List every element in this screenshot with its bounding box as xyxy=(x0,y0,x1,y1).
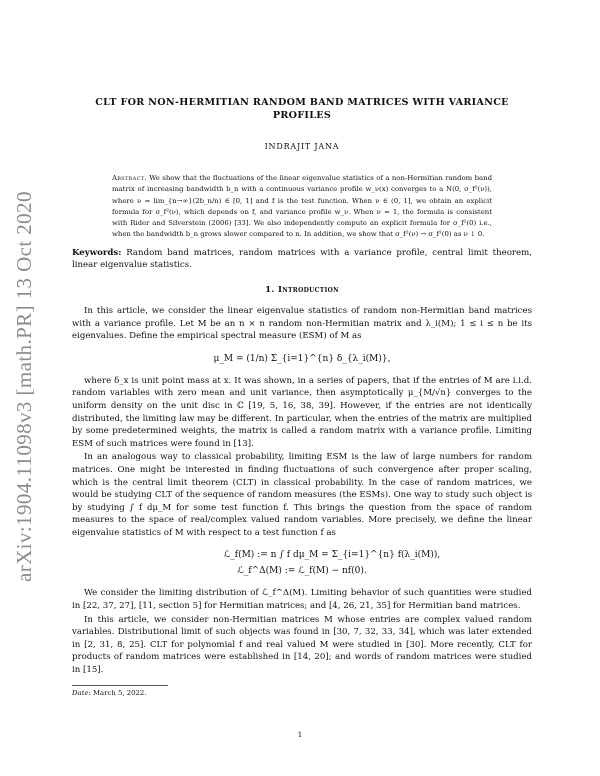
title-line-2: PROFILES xyxy=(272,110,332,121)
page-number: 1 xyxy=(297,730,303,739)
footnote-date xyxy=(72,689,532,697)
keywords xyxy=(72,247,532,272)
intro-paragraph-2: where δ_x is unit point mass at x. It was shown, in a series of papers, that if the entries of M are i.i.d. random variables with zero mean and unit variance, then asymptotically μ_{M/√n} converges to the uniform density on the unit disc in ℂ [19, 5, 16, 38, 39]. However, if the entries are not identically distributed, the limiting law may be different. In particular, when the entries of the matrix are multiplied by some predetermined weights, the matrix is called a random matrix with a variance profile. Limiting ESM of such matrices were found in [13]. xyxy=(72,375,532,449)
intro-paragraph-5: In this article, we consider non-Hermitian matrices M whose entries are complex valued random variables. Distributional limit of such objects was found in [30, 7, 32, 33, 34], which was later extended in [2, 31, 8, 25]. CLT for polynomial f and real valued M were studied in [30]. More recently, CLT for products of random matrices were established in [14, 20]; and words of random matrices were studied in [15]. xyxy=(72,614,532,676)
equation-esm xyxy=(72,351,532,367)
keywords-text: Random band matrices, random matrices with a variance profile, central limit theorem, linear eigenvalue statistics. xyxy=(72,247,532,271)
paper-page xyxy=(72,96,532,697)
equation-linear-statistics-line-1: ℒ_f(M) := n ∫ f dμ_M = Σ_{i=1}^{n} f(λ_i(M)), xyxy=(223,550,441,561)
equation-linear-statistics-line-2: ℒ_f^Δ(M) := ℒ_f(M) − nf(0). xyxy=(237,566,367,577)
footnote-rule xyxy=(72,685,168,686)
abstract-text: We show that the fluctuations of the linear eigenvalue statistics of a non-Hermitian random band matrix of increasing bandwidth b_n with a continuous variance profile w_ν(x) converges to a N(0, σ_f²(ν)), where ν = lim_{n→∞}(2b_n/n) ∈ [0, 1] and f is the test function. When ν ∈ (0, 1], we obtain an explicit formula for σ_f²(ν), which depends on f, and variance profile w_ν. When ν = 1, the formula is consistent with Rider and Silverstein (2006) [33]. We also independently compute an explicit formula for σ_f²(0) i.e., when the bandwidth b_n grows slower compared to n. In addition, we show that σ_f²(ν) → σ_f²(0) as ν ↓ 0. xyxy=(112,174,492,239)
intro-paragraph-3: In an analogous way to classical probability, limiting ESM is the law of large numbers for random matrices. One might be interested in finding fluctuations of such convergence after proper scaling, which is the central limit theorem (CLT) in classical probability. In the case of random matrices, we would be studying CLT of the sequence of random measures (the ESMs). One way to study such object is by studying ∫ f dμ_M for some test function f. This brings the question from the space of random measures to the space of real/complex valued random variables. More precisely, we define the linear eigenvalue statistics of M with respect to a test function f as xyxy=(72,452,532,538)
footnote-date-label: Date xyxy=(72,688,89,697)
equation-linear-statistics xyxy=(72,547,532,579)
footnote-date-text: : March 5, 2022. xyxy=(88,688,147,697)
paper-title xyxy=(72,96,532,122)
arxiv-identifier: arXiv:1904.11098v3 [math.PR] 13 Oct 2020 xyxy=(12,191,36,582)
title-line-1: CLT FOR NON-HERMITIAN RANDOM BAND MATRICES WITH VARIANCE xyxy=(95,97,509,108)
intro-paragraph-1: In this article, we consider the linear eigenvalue statistics of random non-Hermitian band matrices with a variance profile. Let M be an n × n random non-Hermitian matrix and λ_i(M); 1 ≤ i ≤ n be its eigenvalues. Define the empirical spectral measure (ESM) of M as xyxy=(72,305,532,342)
abstract xyxy=(112,173,492,241)
section-heading-introduction: 1. Introduction xyxy=(265,284,339,295)
abstract-label: Abstract. xyxy=(112,174,147,182)
equation-esm-text: μ_M = (1/n) Σ_{i=1}^{n} δ_{λ_i(M)}, xyxy=(213,353,391,364)
author-name: INDRAJIT JANA xyxy=(264,142,340,151)
intro-paragraph-4: We consider the limiting distribution of ℒ_f^Δ(M). Limiting behavior of such quantities were studied in [22, 37, 27], [11, section 5] for Hermitian matrices; and [4, 26, 21, 35] for Hermitian band matrices. xyxy=(72,588,532,612)
keywords-label: Keywords: xyxy=(72,247,122,258)
